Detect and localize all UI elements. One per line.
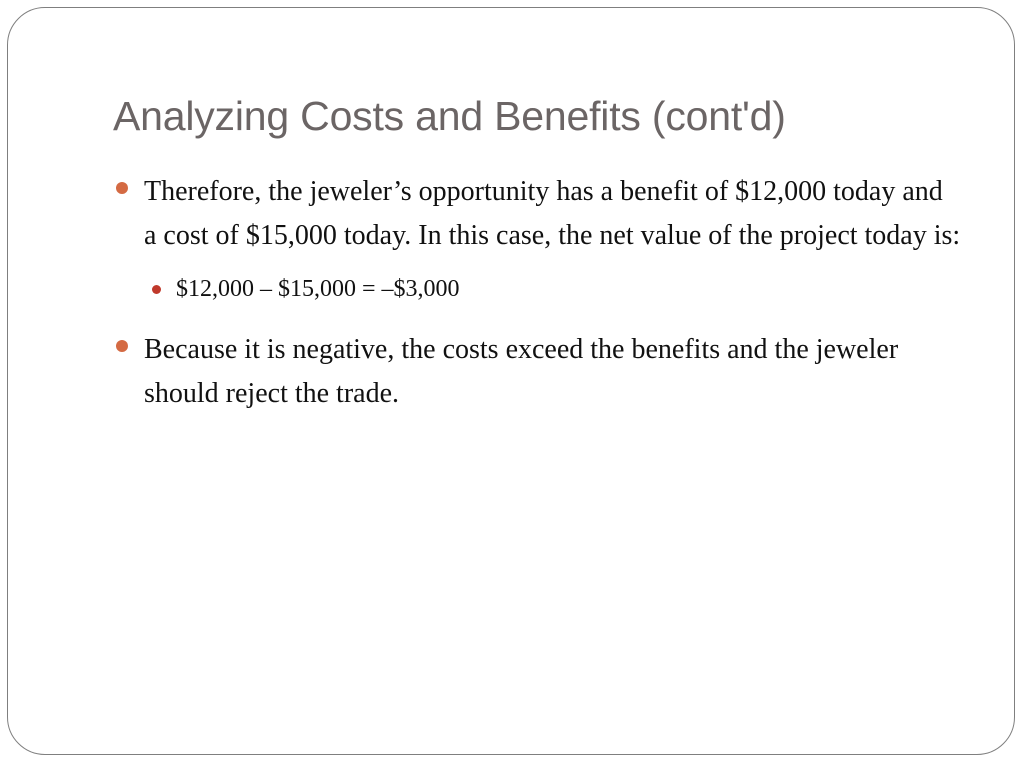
bullet-item — [112, 328, 962, 416]
bullet-list — [112, 170, 962, 416]
sub-bullet-text: $12,000 – $15,000 = –$3,000 — [176, 276, 460, 302]
bullet-text: Therefore, the jeweler’s opportunity has a benefit of $12,000 today and a cost of $15,000 today. In this case, the net value of the project today is: — [144, 176, 961, 251]
bullet-item — [112, 170, 962, 258]
bullet-dot-icon — [116, 182, 128, 194]
slide-title: Analyzing Costs and Benefits (cont'd) — [113, 93, 786, 139]
bullet-dot-icon — [116, 340, 128, 352]
sub-bullet-item — [112, 271, 962, 307]
bullet-text: Because it is negative, the costs exceed the benefits and the jeweler should reject the trade. — [144, 334, 899, 409]
sub-bullet-dot-icon — [152, 285, 161, 294]
